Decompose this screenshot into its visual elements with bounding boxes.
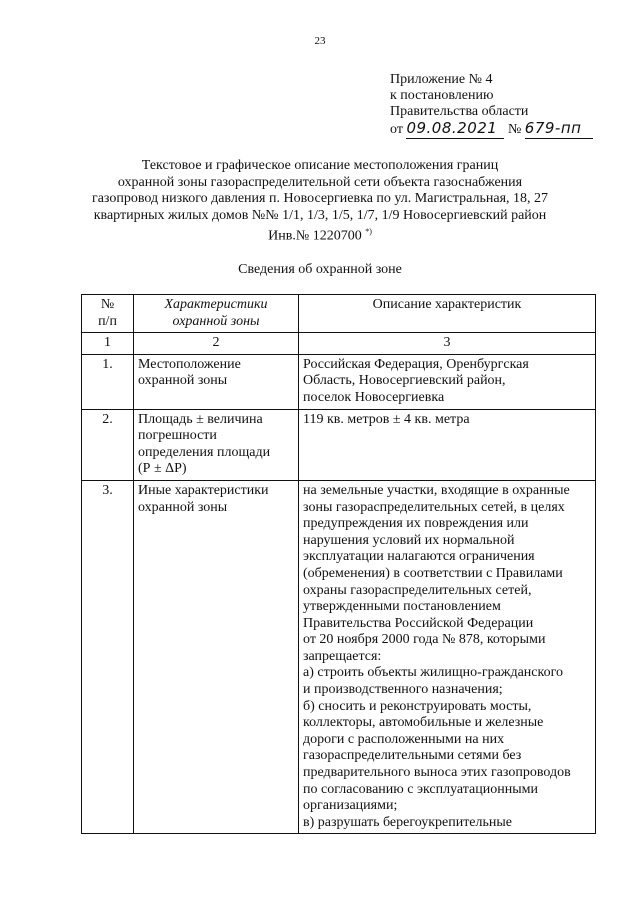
appendix-date-line <box>390 120 593 139</box>
row-number: 1. <box>82 354 134 409</box>
appendix-line-3: Правительства области <box>390 104 529 119</box>
table-row <box>82 354 596 409</box>
handwritten-number: 679-пп <box>524 119 582 137</box>
title-line-2: охранной зоны газораспределительной сети объекта газоснабжения <box>117 174 523 190</box>
footnote-mark: *) <box>365 227 372 236</box>
inventory-number: Инв.№ 1220700 <box>268 228 362 244</box>
header-number: № п/п <box>82 295 134 333</box>
title-line-1: Текстовое и графическое описание местоположения границ <box>141 158 499 173</box>
title-line-5 <box>40 224 600 245</box>
row-description: 119 кв. метров ± 4 кв. метра <box>299 409 596 480</box>
from-label: от <box>390 122 403 137</box>
column-number: 2 <box>134 333 299 355</box>
row-description: Российская Федерация, Оренбургская Область, Новосергиевский район, поселок Новосергиевка <box>299 354 596 409</box>
header-characteristic: Характеристики охранной зоны <box>134 295 299 333</box>
zone-info-table <box>81 294 596 834</box>
header-description: Описание характеристик <box>299 295 596 333</box>
table-row <box>82 409 596 480</box>
appendix-block <box>390 72 593 139</box>
section-title: Сведения об охранной зоне <box>238 262 402 277</box>
row-characteristic: Иные характеристики охранной зоны <box>134 480 299 833</box>
appendix-line-1: Приложение № 4 <box>390 72 493 87</box>
row-characteristic: Площадь ± величина погрешности определения площади (Р ± ΔР) <box>134 409 299 480</box>
number-label: № <box>507 122 522 137</box>
row-characteristic: Местоположение охранной зоны <box>134 354 299 409</box>
row-description: на земельные участки, входящие в охранные зоны газораспределительных сетей, в целях предупреждения их повреждения или нарушения условий их нормальной эксплуатации налагаются ограничения (обременения) в соответствии с Правилами охраны газораспределительных сетей, утвержденными постановлением Правительства Российской Федерации от 20 ноября 2000 года № 878, которыми запрещается: а) строить объекты жилищно-гражданского и производственного назначения; б) сносить и реконструировать мосты, коллекторы, автомобильные и железные дороги с расположенными на них газораспределительными сетями без предварительного выноса этих газопроводов по согласованию с эксплуатационными организациями; в) разрушать берегоукрепительные <box>299 480 596 833</box>
document-title <box>40 158 600 245</box>
title-line-4: квартирных жилых домов №№ 1/1, 1/3, 1/5, 1/7, 1/9 Новосергиевский район <box>93 207 547 223</box>
column-number-row <box>82 333 596 355</box>
page-number: 23 <box>314 35 326 47</box>
column-number: 3 <box>299 333 596 355</box>
row-number: 3. <box>82 480 134 833</box>
handwritten-date: 09.08.2021 <box>406 119 498 137</box>
column-number: 1 <box>82 333 134 355</box>
row-number: 2. <box>82 409 134 480</box>
table-row <box>82 480 596 833</box>
table-header-row <box>82 295 596 333</box>
title-line-3: газопровод низкого давления п. Новосергиевка по ул. Магистральная, 18, 27 <box>91 191 549 206</box>
appendix-line-2: к постановлению <box>390 88 494 103</box>
